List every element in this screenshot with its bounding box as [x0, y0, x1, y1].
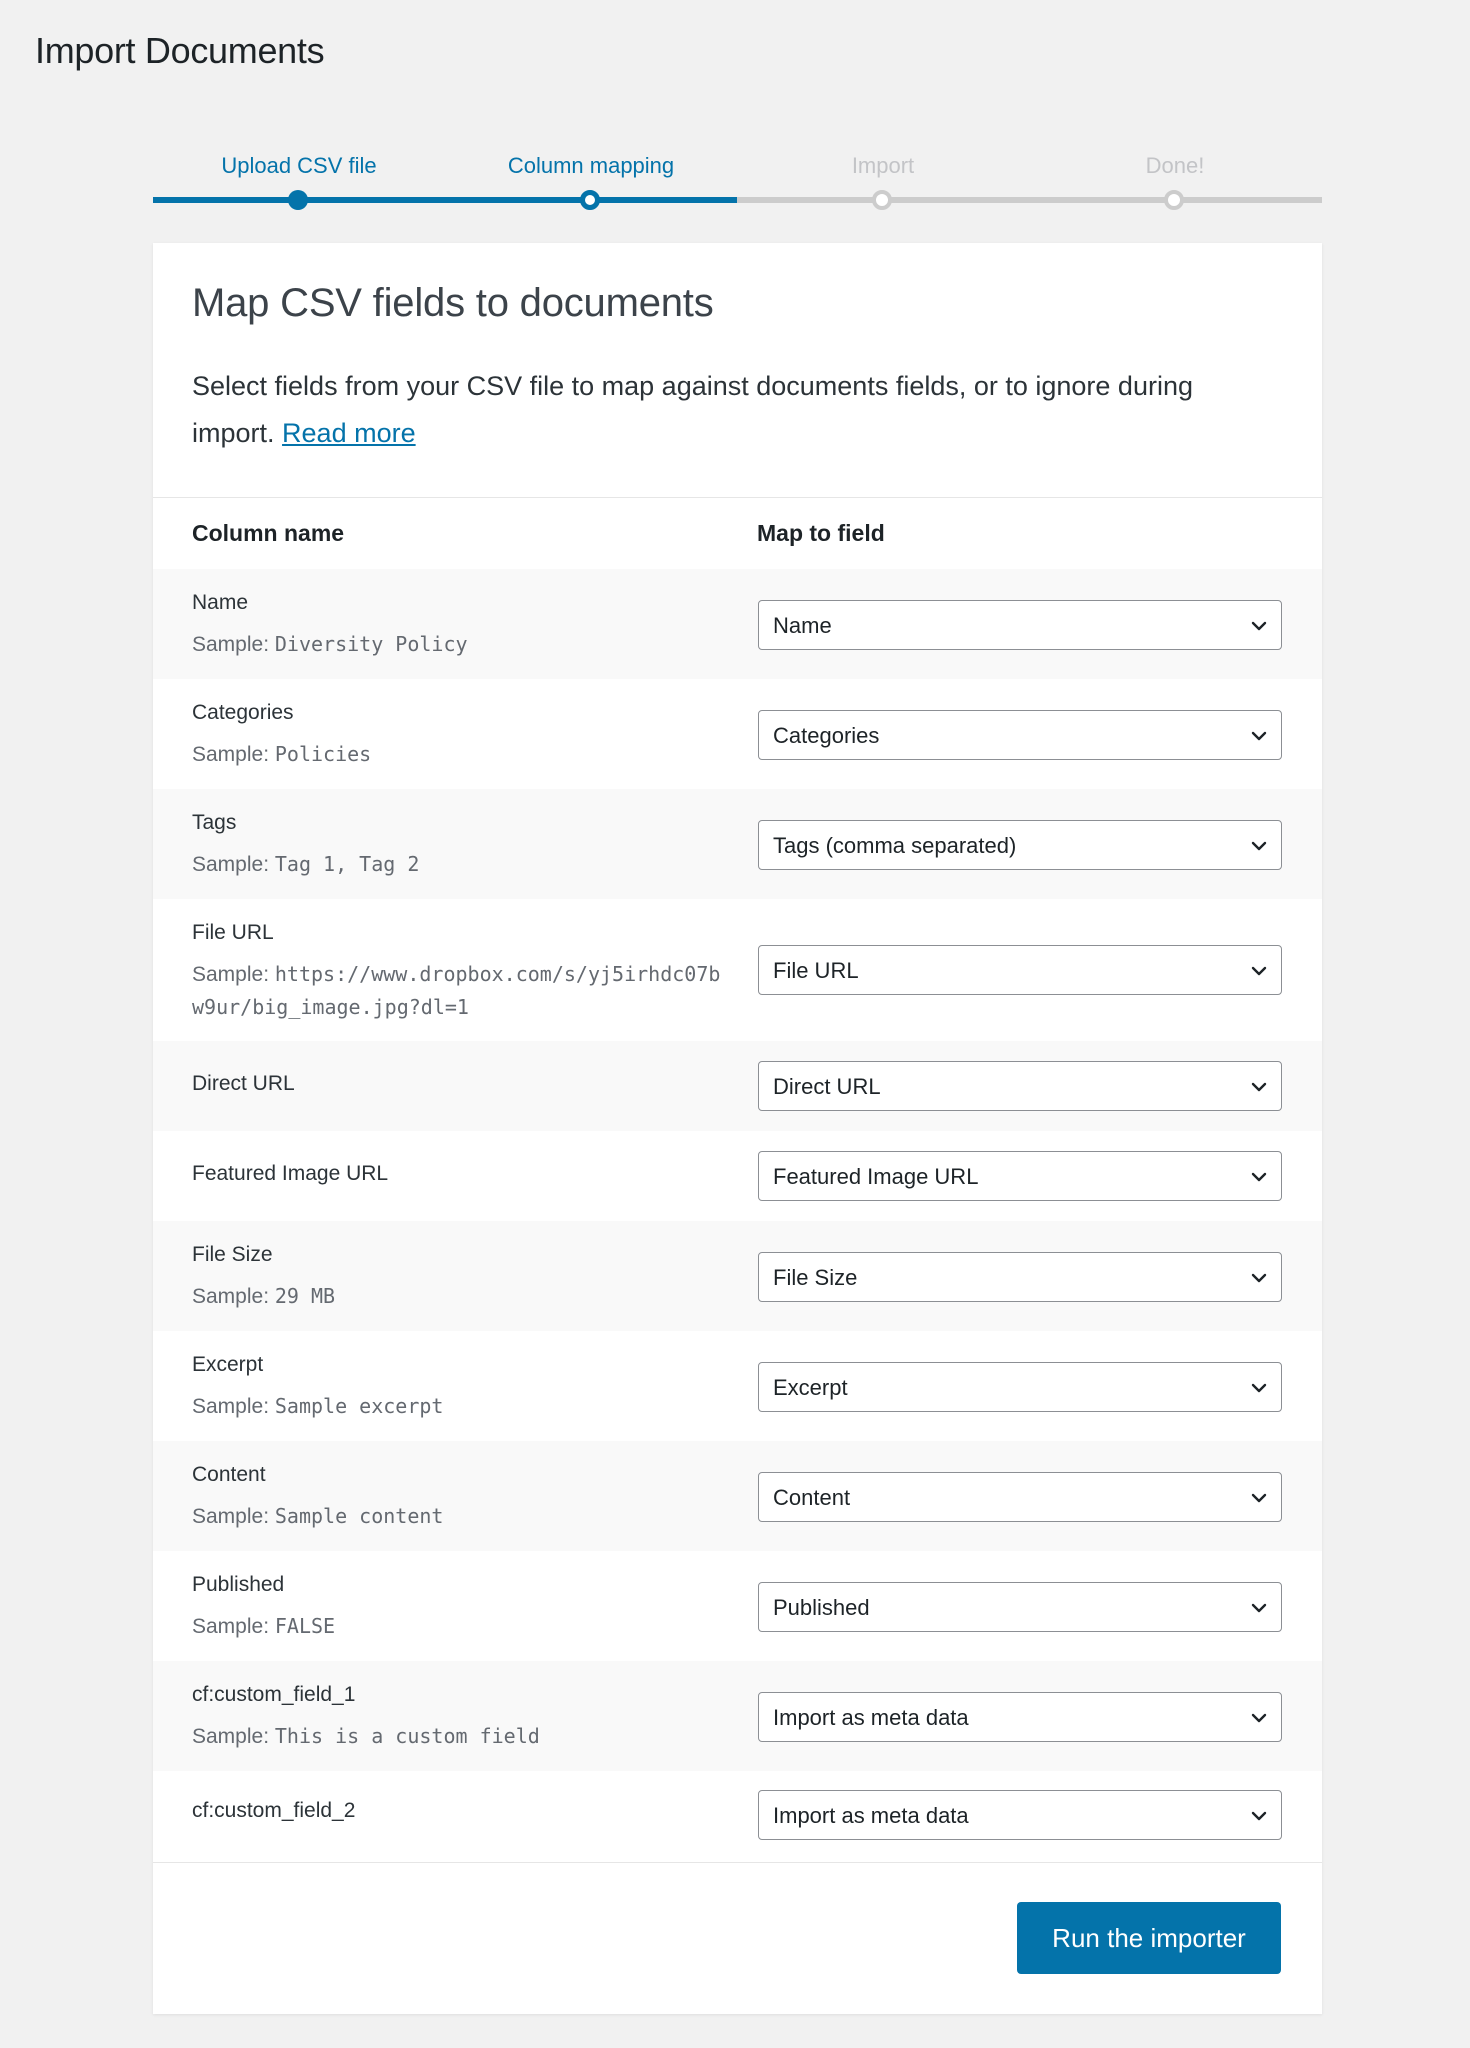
field-select[interactable] [758, 1582, 1282, 1632]
column-name: Content [192, 1463, 266, 1486]
table-row [153, 1441, 1322, 1551]
sample-label: Sample: [192, 633, 270, 656]
table-row [153, 1221, 1322, 1331]
map-to-field-header: Map to field [757, 520, 885, 546]
chevron-down-icon [1249, 961, 1269, 981]
run-importer-button[interactable]: Run the importer [1017, 1902, 1281, 1974]
chevron-down-icon [1249, 1488, 1269, 1508]
sample-text: Policies [274, 742, 372, 766]
select-value: File URL [773, 958, 859, 983]
column-name: Published [192, 1573, 285, 1596]
column-name: cf:custom_field_1 [192, 1683, 356, 1706]
step-label: Import [851, 153, 915, 178]
read-more-link[interactable]: Read more [282, 418, 416, 448]
step-label: Column mapping [507, 153, 675, 178]
sample-label: Sample: [192, 1725, 270, 1748]
sample-value [192, 738, 732, 771]
sample-value [192, 1280, 732, 1313]
chevron-down-icon [1249, 1268, 1269, 1288]
chevron-down-icon [1249, 836, 1269, 856]
table-row [153, 1771, 1322, 1861]
mapping-card [153, 243, 1322, 2014]
select-value: Tags (comma separated) [773, 833, 1017, 858]
sample-value [192, 1720, 732, 1753]
card-title: Map CSV fields to documents [192, 281, 714, 325]
select-value: Import as meta data [773, 1705, 969, 1730]
field-select[interactable] [758, 1692, 1282, 1742]
field-select[interactable] [758, 945, 1282, 995]
step-import [737, 145, 1029, 215]
field-select[interactable] [758, 1252, 1282, 1302]
table-row [153, 1551, 1322, 1661]
sample-value [192, 1610, 732, 1643]
chevron-down-icon [1249, 1167, 1269, 1187]
sample-label: Sample: [192, 1285, 270, 1308]
column-name: Categories [192, 701, 294, 724]
column-name: Excerpt [192, 1353, 264, 1376]
sample-text: This is a custom field [274, 1724, 540, 1748]
column-name: Name [192, 591, 249, 614]
field-select[interactable] [758, 1362, 1282, 1412]
sample-text: Sample content [274, 1504, 444, 1528]
chevron-down-icon [1249, 726, 1269, 746]
column-name: Tags [192, 811, 237, 834]
select-value: Name [773, 613, 832, 638]
field-select[interactable] [758, 1472, 1282, 1522]
page-title: Import Documents [35, 30, 325, 71]
chevron-down-icon [1249, 1077, 1269, 1097]
step-label: Upload CSV file [221, 153, 377, 178]
select-value: Content [773, 1485, 851, 1510]
card-description [192, 363, 1252, 457]
step-column-mapping [445, 145, 737, 215]
import-stepper [153, 145, 1322, 215]
select-value: Published [773, 1595, 870, 1620]
sample-value [192, 628, 732, 661]
chevron-down-icon [1249, 1708, 1269, 1728]
step-dot [580, 190, 600, 210]
table-row [153, 1331, 1322, 1441]
column-name: cf:custom_field_2 [192, 1799, 356, 1822]
sample-value [192, 848, 732, 881]
field-select[interactable] [758, 1151, 1282, 1201]
field-select[interactable] [758, 600, 1282, 650]
field-select[interactable] [758, 710, 1282, 760]
step-dot [872, 190, 892, 210]
chevron-down-icon [1249, 1378, 1269, 1398]
step-label: Done! [1145, 153, 1205, 178]
select-value: Direct URL [773, 1074, 881, 1099]
column-name: File URL [192, 921, 274, 944]
table-row [153, 789, 1322, 899]
sample-text: Sample excerpt [274, 1394, 444, 1418]
select-value: File Size [773, 1265, 858, 1290]
step-upload-csv [153, 145, 445, 215]
sample-value [192, 958, 732, 1024]
description-text: Select fields from your CSV file to map against documents fields, or to ignore during import. [192, 371, 1193, 448]
field-select[interactable] [758, 1061, 1282, 1111]
card-header [153, 243, 1322, 498]
select-value: Featured Image URL [773, 1164, 979, 1189]
chevron-down-icon [1249, 1806, 1269, 1826]
field-select[interactable] [758, 820, 1282, 870]
sample-text: 29 MB [274, 1284, 336, 1308]
table-row [153, 569, 1322, 679]
select-value: Import as meta data [773, 1803, 969, 1828]
sample-value [192, 1390, 732, 1423]
chevron-down-icon [1249, 1598, 1269, 1618]
select-value: Categories [773, 723, 880, 748]
sample-label: Sample: [192, 1505, 270, 1528]
sample-text: https://www.dropbox.com/s/yj5irhdc07bw9ur/big_image.jpg?dl=1 [192, 962, 721, 1019]
sample-label: Sample: [192, 743, 270, 766]
column-name: File Size [192, 1243, 273, 1266]
sample-text: Diversity Policy [274, 632, 468, 656]
column-name: Direct URL [192, 1072, 295, 1095]
table-row [153, 1131, 1322, 1221]
select-value: Excerpt [773, 1375, 848, 1400]
table-row [153, 679, 1322, 789]
step-done [1029, 145, 1321, 215]
sample-text: Tag 1, Tag 2 [274, 852, 420, 876]
sample-text: FALSE [274, 1614, 336, 1638]
step-dot [1164, 190, 1184, 210]
sample-label: Sample: [192, 1395, 270, 1418]
chevron-down-icon [1249, 616, 1269, 636]
sample-label: Sample: [192, 1615, 270, 1638]
card-footer [153, 1862, 1322, 2015]
column-name-header: Column name [192, 520, 345, 546]
sample-label: Sample: [192, 853, 270, 876]
table-row [153, 899, 1322, 1041]
step-dot [288, 190, 308, 210]
sample-value [192, 1500, 732, 1533]
sample-label: Sample: [192, 963, 270, 986]
column-name: Featured Image URL [192, 1162, 389, 1185]
table-row [153, 1041, 1322, 1131]
table-row [153, 1661, 1322, 1771]
field-select[interactable] [758, 1790, 1282, 1840]
